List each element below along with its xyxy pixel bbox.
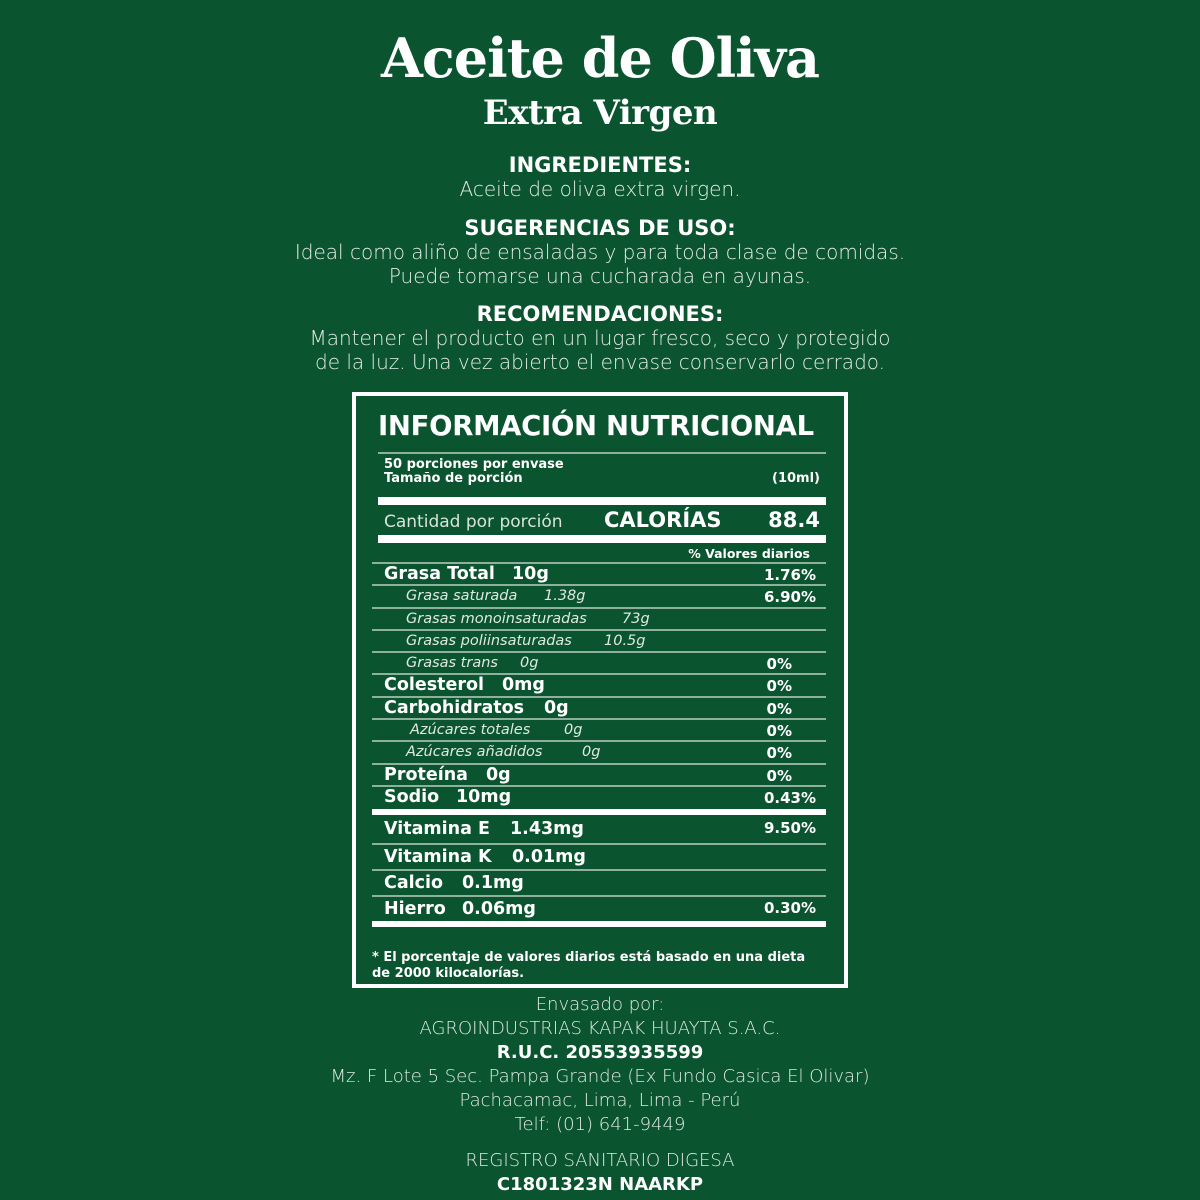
nutrient-qty: 10.5g <box>604 632 646 649</box>
packer-info <box>0 993 1200 1137</box>
nutrition-title: INFORMACIÓN NUTRICIONAL <box>378 410 814 442</box>
usage-line-2: Puede tomarse una cucharada en ayunas. <box>388 264 812 288</box>
registry-label: REGISTRO SANITARIO DIGESA <box>465 1150 735 1171</box>
nutrient-rows <box>370 562 830 929</box>
nutrient-row-saturated-fat <box>372 584 826 606</box>
nutrient-dv: 0.43% <box>763 788 816 807</box>
registry-info <box>0 1149 1200 1197</box>
vitamin-row-k <box>372 843 826 869</box>
nutrient-row-sodium <box>372 785 826 807</box>
mineral-name: Hierro <box>384 899 446 920</box>
nutrient-dv: 0% <box>766 766 792 785</box>
nutrient-row-added-sugars <box>372 740 826 762</box>
nutrition-facts-panel <box>352 392 848 988</box>
city-line: Pachacamac, Lima, Lima - Perú <box>459 1090 741 1111</box>
nutrient-dv: 0% <box>766 722 792 741</box>
nutrient-qty: 0g <box>582 744 601 761</box>
thick-divider <box>372 921 826 927</box>
ingredients-text: Aceite de oliva extra virgen. <box>459 177 741 201</box>
thick-divider <box>378 535 826 543</box>
nutrient-dv: 0% <box>766 744 792 763</box>
nutrient-row-polyunsaturated-fat <box>372 629 826 651</box>
mineral-qty: 0.1mg <box>462 873 524 894</box>
vitamin-name: Vitamina E <box>384 819 490 840</box>
usage-heading: SUGERENCIAS DE USO: <box>464 216 736 240</box>
amount-per-serving-label: Cantidad por porción <box>384 512 563 532</box>
nutrient-qty: 1.38g <box>544 588 586 605</box>
mineral-qty: 0.06mg <box>462 899 536 920</box>
calories-label: CALORÍAS <box>604 508 722 532</box>
usage-section <box>0 216 1200 288</box>
nutrient-qty: 10g <box>512 564 549 584</box>
nutrient-row-trans-fat <box>372 651 826 673</box>
nutrient-name: Grasa saturada <box>406 588 518 605</box>
vitamin-qty: 1.43mg <box>510 819 584 840</box>
ingredients-section <box>0 153 1200 201</box>
thick-divider <box>378 497 826 505</box>
nutrient-row-carbohydrates <box>372 696 826 718</box>
nutrient-row-total-fat <box>372 562 826 584</box>
recommendations-heading: RECOMENDACIONES: <box>476 302 724 326</box>
registry-code: C1801323N NAARKP <box>496 1174 704 1195</box>
mineral-name: Calcio <box>384 873 444 894</box>
recommendations-section <box>0 302 1200 374</box>
mineral-row-calcium <box>372 869 826 895</box>
mineral-row-iron <box>372 895 826 921</box>
nutrient-row-cholesterol <box>372 673 826 695</box>
nutrient-name: Azúcares totales <box>410 722 531 739</box>
recommendations-line-1: Mantener el producto en un lugar fresco, seco y protegido <box>309 326 891 350</box>
nutrient-qty: 0g <box>544 697 569 718</box>
divider <box>378 452 826 454</box>
servings-per-container: 50 porciones por envase <box>384 457 564 472</box>
vitamin-row-e <box>372 817 826 843</box>
product-subtitle: Extra Virgen <box>482 93 718 133</box>
serving-size-value: (10ml) <box>772 471 820 486</box>
nutrient-name: Carbohidratos <box>384 697 525 718</box>
nutrient-name: Sodio <box>384 786 440 807</box>
company-name: AGROINDUSTRIAS KAPAK HUAYTA S.A.C. <box>419 1018 781 1039</box>
serving-size-label: Tamaño de porción <box>384 471 523 486</box>
nutrient-qty: 0g <box>520 655 539 672</box>
nutrient-name: Colesterol <box>384 675 485 696</box>
nutrient-name: Grasas poliinsaturadas <box>406 632 572 649</box>
nutrient-name: Grasas trans <box>406 655 498 672</box>
nutrient-row-total-sugars <box>372 718 826 740</box>
daily-value-footnote: * El porcentaje de valores diarios está basado en una dieta de 2000 kilocalorías. <box>372 950 806 981</box>
nutrient-qty: 0g <box>486 764 511 785</box>
mineral-dv: 0.30% <box>763 899 816 918</box>
usage-line-1: Ideal como aliño de ensaladas y para toda clase de comidas. <box>294 240 906 264</box>
nutrient-qty: 10mg <box>456 786 512 807</box>
nutrient-name: Grasas monoinsaturadas <box>406 610 587 627</box>
packed-by-label: Envasado por: <box>535 994 665 1015</box>
address-line: Mz. F Lote 5 Sec. Pampa Grande (Ex Fundo Casica El Olivar) <box>330 1066 870 1087</box>
thick-divider <box>372 809 826 815</box>
ruc-number: R.U.C. 20553935599 <box>496 1042 704 1063</box>
nutrient-dv: 0% <box>766 655 792 674</box>
nutrient-qty: 0g <box>564 722 583 739</box>
phone-line: Telf: (01) 641-9449 <box>514 1114 686 1135</box>
nutrient-dv: 0% <box>766 699 792 718</box>
nutrient-dv: 0% <box>766 677 792 696</box>
nutrient-qty: 0mg <box>502 675 545 696</box>
nutrient-dv: 6.90% <box>763 588 816 607</box>
ingredients-heading: INGREDIENTES: <box>508 153 692 177</box>
product-title: Aceite de Oliva <box>380 26 820 90</box>
nutrient-row-monounsaturated-fat <box>372 607 826 629</box>
nutrient-qty: 73g <box>622 610 650 627</box>
vitamin-dv: 9.50% <box>763 819 816 838</box>
nutrient-name: Azúcares añadidos <box>406 744 543 761</box>
nutrient-name: Grasa Total <box>384 564 495 584</box>
nutrient-dv: 1.76% <box>763 566 816 584</box>
nutrient-row-protein <box>372 763 826 785</box>
nutrient-name: Proteína <box>384 764 468 785</box>
vitamin-name: Vitamina K <box>384 847 492 868</box>
daily-value-header: % Valores diarios <box>688 546 810 561</box>
vitamin-qty: 0.01mg <box>512 847 586 868</box>
recommendations-line-2: de la luz. Una vez abierto el envase conservarlo cerrado. <box>315 350 885 374</box>
calories-value: 88.4 <box>768 508 820 532</box>
